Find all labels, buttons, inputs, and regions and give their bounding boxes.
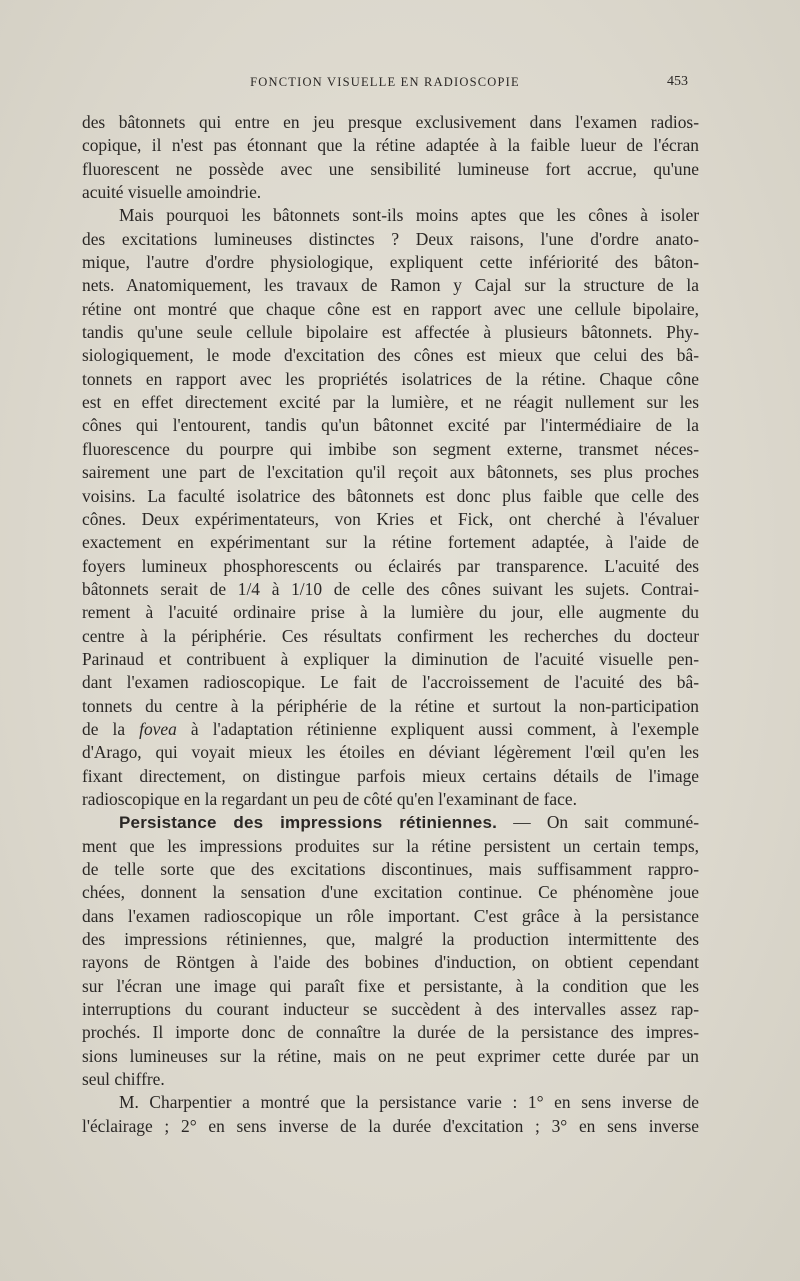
text-line: fixant directement, on distingue parfois mieux certains détails de l'image [82, 765, 699, 786]
text-line: M. Charpentier a montré que la persistance varie : 1° en sens inverse de [119, 1092, 699, 1113]
heading-continuation: — On sait communé- [497, 812, 699, 833]
text-line: mique, l'autre d'ordre physiologique, expliquent cette infériorité des bâton- [82, 252, 699, 273]
text-line: sions lumineuses sur la rétine, mais on ne peut exprimer cette durée par un [82, 1045, 699, 1066]
text-line: des impressions rétiniennes, que, malgré la production intermittente des [82, 929, 699, 950]
text-line: tonnets du centre à la périphérie de la rétine et surtout la non-participation [82, 695, 699, 716]
text-line: Parinaud et contribuent à expliquer la diminution de l'acuité visuelle pen- [82, 648, 699, 669]
text-line: dans l'examen radioscopique un rôle important. C'est grâce à la persistance [82, 905, 699, 926]
text-line: centre à la périphérie. Ces résultats confirment les recherches du docteur [82, 625, 699, 646]
text-line-fovea [82, 718, 699, 741]
text-line: est en effet directement excité par la lumière, et ne réagit nullement sur les [82, 392, 699, 413]
text-line: foyers lumineux phosphorescents ou éclairés par transparence. L'acuité des [82, 555, 699, 576]
fovea-term: fovea [139, 718, 177, 739]
text-line: bâtonnets serait de 1/4 à 1/10 de celle des cônes suivant les sujets. Contrai- [82, 578, 699, 599]
text-line: radioscopique en la regardant un peu de côté qu'en l'examinant de face. [82, 788, 577, 809]
text-line: d'Arago, qui voyait mieux les étoiles en déviant légèrement l'œil qu'en les [82, 742, 699, 763]
text-line: fluorescence du pourpre qui imbibe son segment externe, transmet néces- [82, 438, 699, 459]
text-line: fluorescent ne possède avec une sensibilité lumineuse fort accrue, qu'une [82, 158, 699, 179]
text-line: tonnets en rapport avec les propriétés isolatrices de la rétine. Chaque cône [82, 368, 699, 389]
page-number: 453 [667, 74, 688, 89]
fovea-rest: à l'adaptation rétinienne expliquent aussi comment, à l'exemple [176, 718, 699, 739]
text-line: siologiquement, le mode d'excitation des cônes est mieux que celui des bâ- [82, 345, 699, 366]
text-line: Mais pourquoi les bâtonnets sont-ils moins aptes que les cônes à isoler [119, 205, 699, 226]
section-heading-line [82, 811, 699, 834]
body-text [82, 111, 699, 1138]
fovea-prefix: de la [82, 718, 140, 739]
text-line: rement à l'acuité ordinaire prise à la lumière du jour, elle augmente du [82, 602, 699, 623]
text-line: l'éclairage ; 2° en sens inverse de la durée d'excitation ; 3° en sens inverse [82, 1115, 699, 1136]
text-line: exactement en expérimentant sur la rétine fortement adaptée, à l'aide de [82, 532, 699, 553]
text-line: sur l'écran une image qui paraît fixe et persistante, à la condition que les [82, 975, 699, 996]
text-line: voisins. La faculté isolatrice des bâtonnets est donc plus faible que celle des [82, 485, 699, 506]
text-line: des bâtonnets qui entre en jeu presque exclusivement dans l'examen radios- [82, 112, 699, 132]
text-line: rétine ont montré que chaque cône est en rapport avec une cellule bipolaire, [82, 298, 699, 319]
page-header [82, 73, 688, 95]
text-line: interruptions du courant inducteur se succèdent à des intervalles assez rap- [82, 999, 699, 1020]
text-line: de telle sorte que des excitations discontinues, mais suffisamment rappro- [82, 859, 699, 879]
text-line: dant l'examen radioscopique. Le fait de l'accroissement de l'acuité des bâ- [82, 672, 699, 693]
section-heading: Persistance des impressions rétiniennes. [119, 813, 498, 833]
text-line: seul chiffre. [82, 1069, 165, 1090]
text-line: tandis qu'une seule cellule bipolaire est affectée à plusieurs bâtonnets. Phy- [82, 322, 699, 343]
text-line: cônes qui l'entourent, tandis qu'un bâtonnet excité par l'intermédiaire de la [82, 415, 699, 436]
text-line: des excitations lumineuses distinctes ? Deux raisons, l'une d'ordre anato- [82, 228, 699, 249]
text-line: sairement une part de l'excitation qu'il reçoit aux bâtonnets, ses plus proches [82, 462, 699, 483]
running-title: FONCTION VISUELLE EN RADIOSCOPIE [250, 75, 520, 89]
text-line: chées, donnent la sensation d'une excitation continue. Ce phénomène joue [82, 882, 699, 903]
text-line: cônes. Deux expérimentateurs, von Kries et Fick, ont cherché à l'évaluer [82, 508, 699, 529]
text-line: rayons de Röntgen à l'aide des bobines d'induction, on obtient cependant [82, 952, 699, 973]
text-line: ment que les impressions produites sur la rétine persistent un certain temps, [82, 835, 699, 856]
text-line: acuité visuelle amoindrie. [82, 182, 262, 203]
text-line: prochés. Il importe donc de connaître la durée de la persistance des impres- [82, 1022, 699, 1043]
text-line: copique, il n'est pas étonnant que la rétine adaptée à la faible lueur de l'écran [82, 135, 699, 156]
text-line: nets. Anatomiquement, les travaux de Ramon y Cajal sur la structure de la [82, 275, 699, 296]
